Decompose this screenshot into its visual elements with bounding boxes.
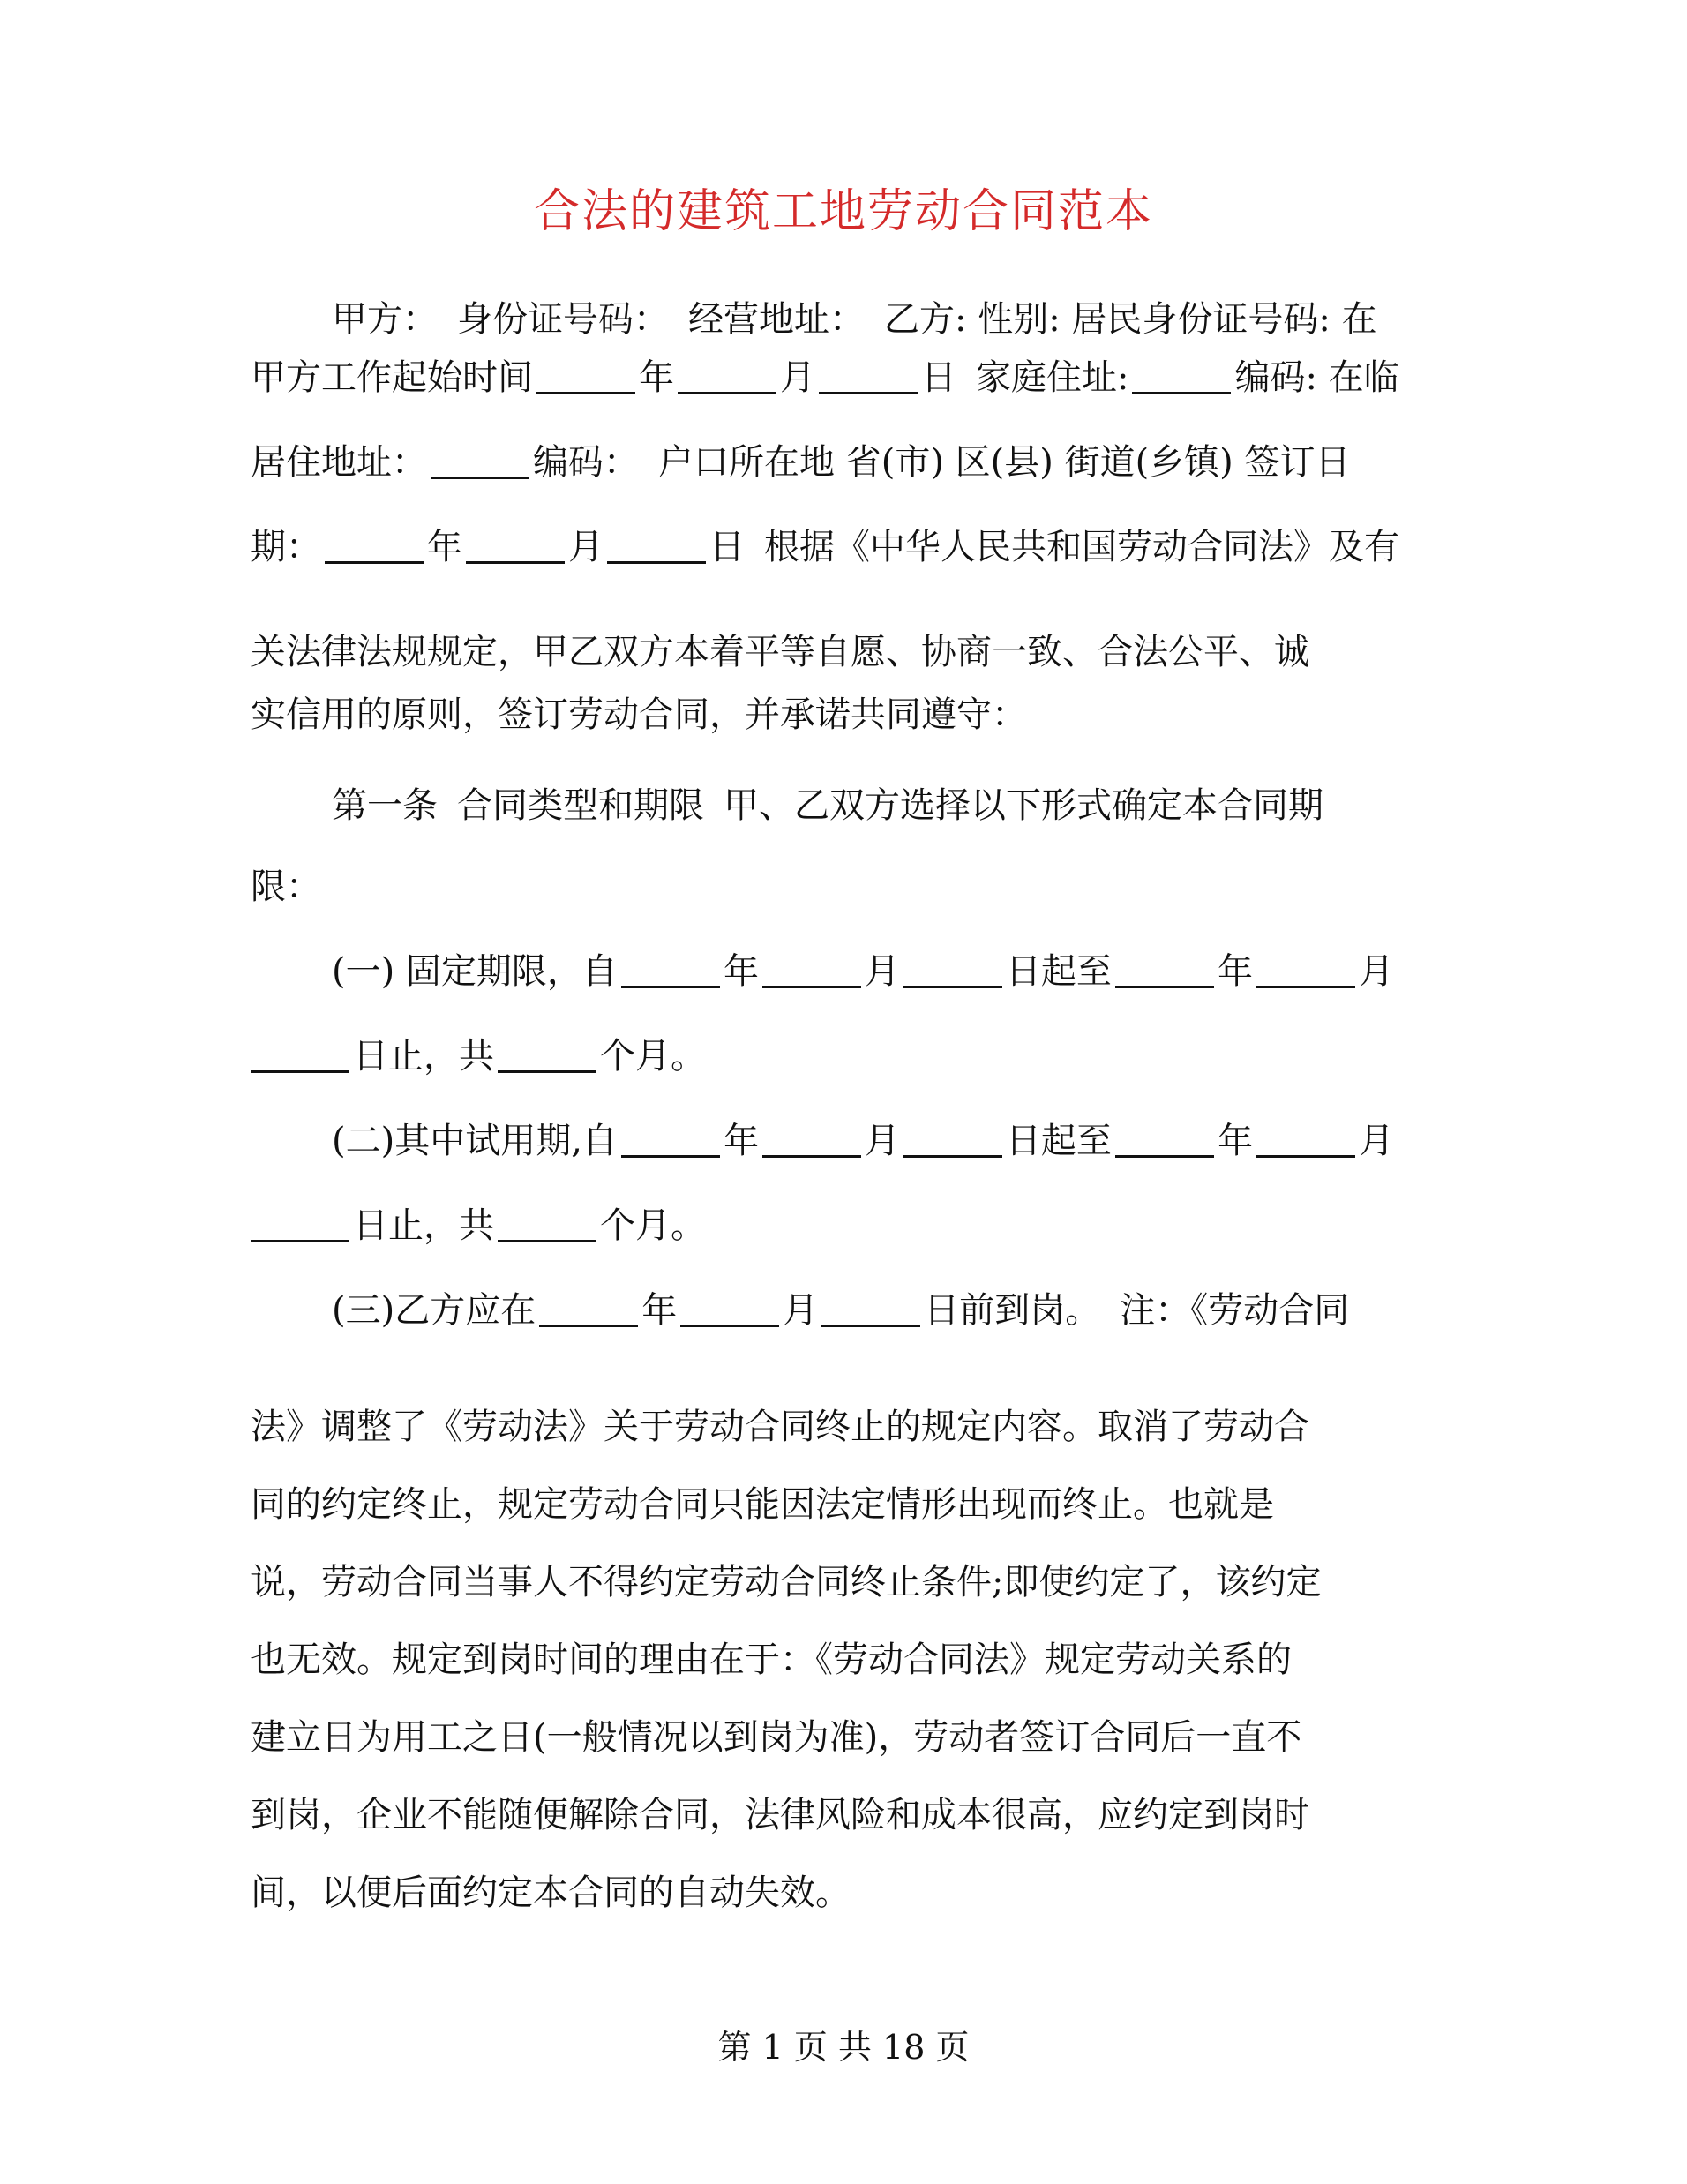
year-blank (539, 1289, 638, 1327)
months-blank (498, 1035, 596, 1073)
month-blank (678, 356, 776, 394)
report-date-line (332, 1284, 1461, 1337)
fixed-term-end-line (251, 1030, 1451, 1083)
party-b-fields: 乙方: 性别: 居民身份证号码: 在 (884, 299, 1377, 340)
day-blank (251, 1205, 349, 1242)
paragraph-line: 同的约定终止，规定劳动合同只能因法定情形出现而终止。也就是 (251, 1484, 1274, 1525)
fixed-term-label: (一) 固定期限，自 (332, 951, 618, 992)
paragraph-line: 关法律法规规定，甲乙双方本着平等自愿、协商一致、合法公平、诚 (251, 632, 1309, 672)
start-date-line (251, 351, 1451, 404)
paragraph-line: 法》调整了《劳动法》关于劳动合同终止的规定内容。取消了劳动合 (251, 1407, 1309, 1447)
residence-blank (431, 441, 529, 479)
month-blank (466, 526, 565, 564)
end-total-label: 日止，共 (353, 1205, 494, 1246)
household-registration-text: 户口所在地 省(市) 区(县) 街道(乡镇) 签订日 (658, 442, 1351, 483)
year-label: 年 (1217, 1121, 1253, 1161)
months-blank (498, 1205, 596, 1242)
article-text: 甲、乙双方选择以下形式确定本合同期 (724, 785, 1323, 826)
month-label: 月 (864, 951, 900, 992)
year-label: 年 (723, 951, 759, 992)
home-address-blank (1132, 356, 1231, 394)
probation-end-line (251, 1199, 1451, 1252)
month-blank (680, 1289, 779, 1327)
page-number: 第 1 页 共 18 页 (717, 2028, 970, 2067)
day-label: 日 (709, 527, 745, 567)
probation-line (332, 1115, 1461, 1167)
year-label: 年 (723, 1121, 759, 1161)
month-label: 月 (780, 357, 815, 398)
month-label: 月 (864, 1121, 900, 1161)
year-label: 年 (641, 1290, 678, 1331)
postcode-label: 编码： (533, 442, 639, 483)
month-label: 月 (1358, 1121, 1394, 1161)
year-blank (1115, 1120, 1214, 1158)
fixed-term-line (332, 945, 1461, 998)
year-blank (325, 526, 424, 564)
year-label: 年 (639, 357, 674, 398)
day-blank (251, 1035, 349, 1073)
paragraph-line: 说，劳动合同当事人不得约定劳动合同终止条件;即使约定了，该约定 (251, 1562, 1322, 1602)
day-label: 日起至 (1005, 951, 1112, 992)
business-address-label: 经营地址： (688, 299, 865, 340)
year-blank (1115, 950, 1214, 988)
article-title: 合同类型和期限 (457, 785, 704, 826)
id-number-label: 身份证号码： (457, 299, 669, 340)
probation-label: (二)其中试用期,自 (332, 1121, 618, 1161)
note-text: 注：《劳动合同 (1120, 1290, 1350, 1331)
article-number: 第一条 (332, 785, 438, 826)
paragraph-line: 建立日为用工之日(一般情况以到岗为准)，劳动者签订合同后一直不 (251, 1717, 1302, 1758)
month-label: 月 (1358, 951, 1394, 992)
paragraph-line: 也无效。规定到岗时间的理由在于：《劳动合同法》规定劳动关系的 (251, 1640, 1292, 1680)
day-label: 日 (921, 357, 956, 398)
day-blank (903, 950, 1002, 988)
month-label: 月 (568, 527, 604, 567)
legal-basis-text: 根据《中华人民共和国劳动合同法》及有 (764, 527, 1399, 567)
year-blank (536, 356, 635, 394)
months-label: 个月。 (600, 1205, 706, 1246)
signing-date-label: 期： (251, 527, 321, 567)
month-label: 月 (783, 1290, 819, 1331)
day-blank (821, 1289, 920, 1327)
residence-line (251, 436, 1451, 489)
day-blank (903, 1120, 1002, 1158)
year-blank (621, 1120, 720, 1158)
month-blank (1256, 950, 1355, 988)
day-blank (819, 356, 918, 394)
year-label: 年 (1217, 951, 1253, 992)
home-address-label: 家庭住址: (976, 357, 1129, 398)
paragraph-line: 限： (251, 867, 321, 907)
months-label: 个月。 (600, 1036, 706, 1077)
month-blank (1256, 1120, 1355, 1158)
day-label: 日前到岗。 (924, 1290, 1101, 1331)
party-a-label: 甲方： (332, 299, 438, 340)
signing-date-line (251, 521, 1451, 574)
report-date-label: (三)乙方应在 (332, 1290, 536, 1331)
party-info-line (332, 293, 1461, 346)
postcode-label: 编码: 在临 (1234, 357, 1399, 398)
year-blank (621, 950, 720, 988)
day-blank (607, 526, 706, 564)
year-label: 年 (427, 527, 462, 567)
month-blank (762, 1120, 861, 1158)
day-label: 日起至 (1005, 1121, 1112, 1161)
residence-address-label: 居住地址： (251, 442, 427, 483)
start-time-label: 甲方工作起始时间 (251, 357, 533, 398)
paragraph-line: 实信用的原则，签订劳动合同，并承诺共同遵守： (251, 694, 1027, 735)
month-blank (762, 950, 861, 988)
paragraph-line: 间，以便后面约定本合同的自动失效。 (251, 1873, 851, 1913)
article-one-heading (332, 779, 1461, 832)
paragraph-line: 到岗，企业不能随便解除合同，法律风险和成本很高，应约定到岗时 (251, 1795, 1309, 1835)
end-total-label: 日止，共 (353, 1036, 494, 1077)
document-title: 合法的建筑工地劳动合同范本 (533, 185, 1153, 238)
